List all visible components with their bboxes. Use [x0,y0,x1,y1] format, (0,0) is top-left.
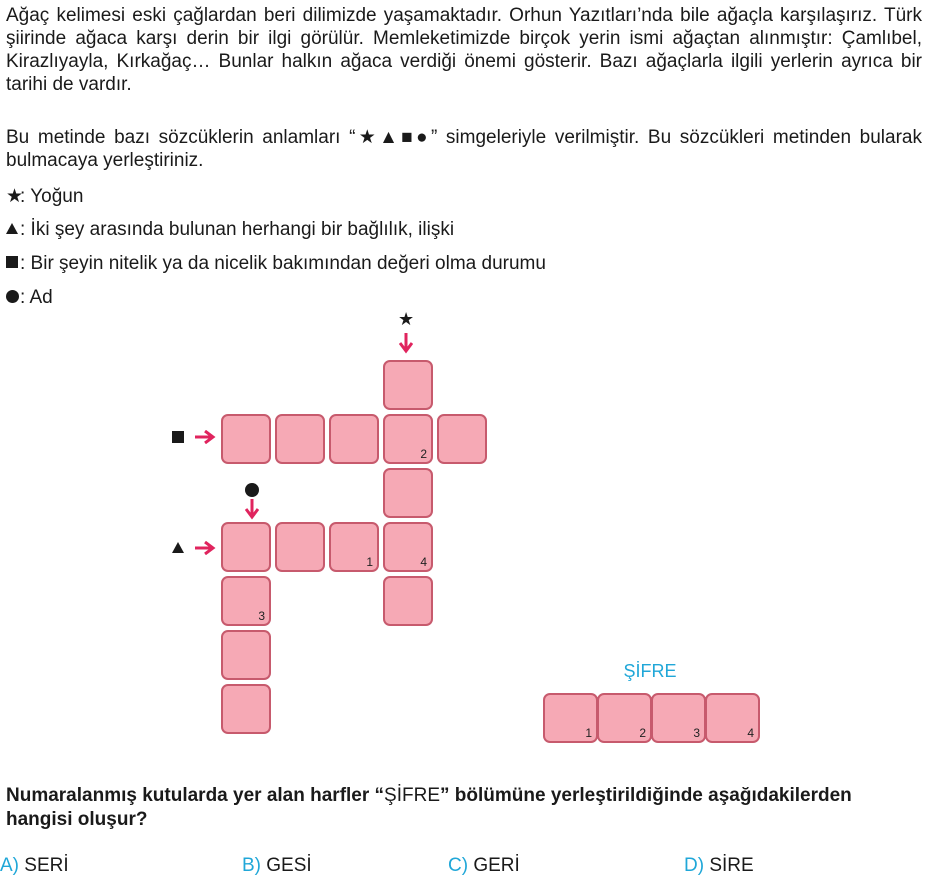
instruction-text-start: Bu metinde bazı sözcüklerin anlamları “ [6,127,356,148]
question-text [6,784,922,832]
sifre-number: 4 [747,726,754,740]
instruction-text-end: ” simgeleriyle verilmiştir. Bu sözcükleri metinden bularak bulmacaya yerleştiriniz. [6,127,922,171]
puzzle-cell[interactable] [275,522,325,572]
puzzle-cell[interactable] [383,360,433,410]
instruction-paragraph [6,126,922,172]
arrow-right-icon [194,430,216,444]
question-part1: Numaralanmış kutularda yer alan harfler “ [6,785,385,806]
puzzle-cell[interactable] [383,522,433,572]
option-d-letter: D) [684,855,705,876]
sifre-cell[interactable] [543,693,598,743]
puzzle-cell[interactable] [329,414,379,464]
puzzle-square-icon [172,431,184,443]
option-a-text: SERİ [19,855,69,876]
sifre-cell[interactable] [597,693,652,743]
instruction-symbols: ★▲■● [355,127,431,148]
legend-star-text: : Yoğun [20,186,84,207]
legend-triangle-text: : İki şey arasında bulunan herhangi bir bağlılık, ilişki [20,219,455,240]
option-a[interactable] [0,855,69,877]
cell-number: 3 [258,609,265,623]
option-b-text: GESİ [261,855,312,876]
cell-number: 1 [366,555,373,569]
puzzle-circle-icon [245,483,259,497]
cell-number: 4 [420,555,427,569]
sifre-label: ŞİFRE [623,661,677,681]
puzzle-cell[interactable] [383,468,433,518]
question-part3: ” bölümüne yerleştirildiğinde aşağıdakilerden hangisi oluşur? [6,785,852,830]
question-sifre-word: ŞİFRE [384,785,440,806]
arrow-down-icon [399,332,413,354]
legend-star [6,185,83,208]
puzzle-cell[interactable] [221,684,271,734]
puzzle-triangle-icon [172,542,184,553]
sifre-number: 1 [585,726,592,740]
option-b-letter: B) [242,855,261,876]
option-c-text: GERİ [468,855,520,876]
triangle-icon [6,223,18,234]
option-a-letter: A) [0,855,19,876]
legend-circle-text: : Ad [20,287,53,308]
puzzle-cell[interactable] [275,414,325,464]
arrow-down-icon [245,498,259,520]
option-c[interactable] [448,855,520,877]
sifre-cell[interactable] [705,693,760,743]
cell-number: 2 [420,447,427,461]
option-c-letter: C) [448,855,469,876]
legend-square [6,252,546,275]
puzzle-cell[interactable] [383,576,433,626]
puzzle-star-icon: ★ [398,309,415,329]
arrow-right-icon [194,541,216,555]
puzzle-cell[interactable] [221,576,271,626]
legend-circle [6,286,53,309]
sifre-cell[interactable] [651,693,706,743]
option-d-text: SİRE [704,855,754,876]
legend-triangle [6,218,454,241]
puzzle-cell[interactable] [437,414,487,464]
square-icon [6,256,18,268]
option-b[interactable] [242,855,312,877]
puzzle-cell[interactable] [221,414,271,464]
puzzle-cell[interactable] [329,522,379,572]
puzzle-cell[interactable] [221,522,271,572]
puzzle-cell[interactable] [383,414,433,464]
intro-paragraph: Ağaç kelimesi eski çağlardan beri dilimizde yaşamaktadır. Orhun Yazıtları’nda bile ağaçla karşılaşırız. Türk şiirinde ağaca karşı derin bir ilgi görülür. Memleketimizde birçok yerin ismi ağaçtan alınmıştır: Çamlıbel, Kirazlıyayla, Kırkağaç… Bunlar halkın ağaca verdiği önemi gösterir. Bazı ağaçlarla ilgili yerlerin ayrıca bir tarihi de vardır. [6,5,922,95]
sifre-number: 2 [639,726,646,740]
circle-icon [6,290,19,303]
star-icon: ★ [6,186,24,207]
legend-square-text: : Bir şeyin nitelik ya da nicelik bakımından değeri olma durumu [20,253,546,274]
option-d[interactable] [684,855,754,877]
puzzle-cell[interactable] [221,630,271,680]
sifre-number: 3 [693,726,700,740]
